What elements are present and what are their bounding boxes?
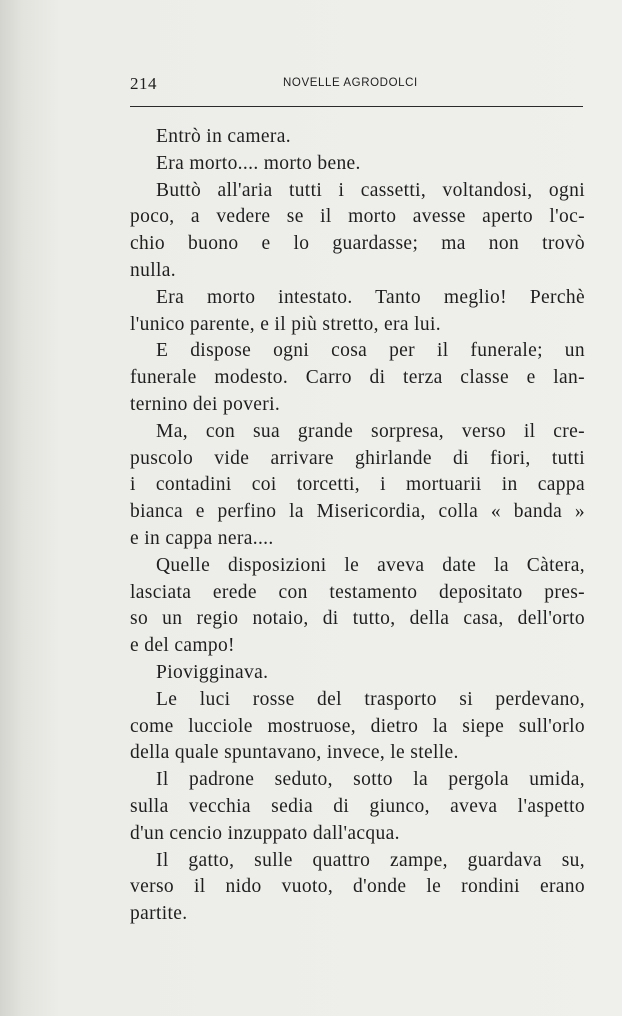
text-line: Entrò in camera. [156,126,291,147]
paragraph [130,338,585,418]
text-line: Era morto.... morto bene. [156,152,361,174]
text-line: puscolo vide arrivare ghirlande di fiori, tutti [130,447,585,469]
text-line: lasciata erede con testamento depositato pres- [130,581,585,603]
text-line: poco, a vedere se il morto avesse aperto l'oc- [130,206,585,228]
paragraph [130,285,585,339]
paragraph [130,178,585,285]
text-line: so un regio notaio, di tutto, della casa, dell'orto [130,608,585,630]
text-line: i contadini coi torcetti, i mortuarii in cappa [130,474,585,496]
text-line: sulla vecchia sedia di giunco, aveva l'aspetto [130,795,585,817]
text-line: ternino dei poveri. [130,393,281,415]
text-line: d'un cencio inzuppato dall'acqua. [130,822,400,844]
text-line: l'unico parente, e il più stretto, era lui. [130,313,441,335]
text-line: chio buono e lo guardasse; ma non trovò [130,233,585,255]
text-line: bianca e perfino la Misericordia, colla « banda » [130,501,585,523]
text-line: funerale modesto. Carro di terza classe e lan- [130,367,585,389]
paragraph [130,419,585,553]
paragraph [130,848,585,928]
text-line: e del campo! [130,635,235,657]
text-line: come lucciole mostruose, dietro la siepe sull'orlo [130,715,585,737]
text-line: della quale spuntavano, invece, le stelle. [130,742,459,764]
paragraph [130,660,585,687]
paragraph [130,151,585,178]
text-line: Ma, con sua grande sorpresa, verso il cre- [156,420,585,442]
text-line: E dispose ogni cosa per il funerale; un [156,340,585,362]
text-line: Buttò all'aria tutti i cassetti, voltandosi, ogni [156,179,585,201]
text-line: Quelle disposizioni le aveva date la Càtera, [156,554,585,576]
text-line: nulla. [130,259,176,281]
text-line: e in cappa nera.... [130,527,274,549]
paragraph [130,687,585,767]
text-line: verso il nido vuoto, d'onde le rondini erano [130,876,585,898]
paragraph [130,124,585,151]
body-text [130,124,585,928]
page-number: 214 [130,74,157,93]
paragraph [130,553,585,660]
paragraph [130,767,585,847]
running-head: NOVELLE AGRODOLCI [283,77,418,89]
text-line: partite. [130,903,188,925]
header-rule [130,106,583,107]
text-line: Era morto intestato. Tanto meglio! Perchè [156,286,585,308]
text-line: Piovigginava. [156,661,269,683]
text-line: Le luci rosse del trasporto si perdevano, [156,688,585,710]
page-header [130,74,582,96]
text-line: Il gatto, sulle quattro zampe, guardava su, [156,849,585,871]
text-line: Il padrone seduto, sotto la pergola umida, [156,769,585,791]
